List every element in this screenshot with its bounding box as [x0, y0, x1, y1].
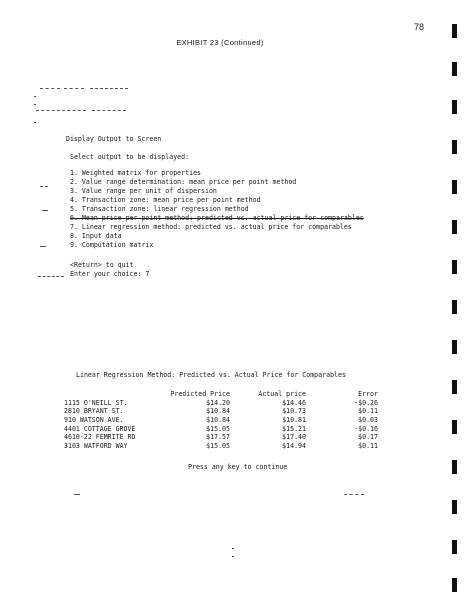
actual-cell: $14.46 — [282, 398, 306, 407]
predicted-cell: $10.84 — [206, 416, 230, 425]
screen-bottom-mark — [74, 494, 80, 495]
binder-edge-mark — [452, 420, 457, 434]
binder-edge-mark — [452, 340, 457, 354]
scan-speck — [34, 104, 36, 105]
actual-cell: $10.81 — [282, 416, 306, 425]
actual-cell: $14.94 — [282, 441, 306, 450]
menu-option-7[interactable]: 7. Linear regression method: predicted vs. actual price for comparables — [70, 223, 352, 231]
error-cell: -$0.26 — [354, 398, 378, 407]
error-cell: $0.17 — [358, 433, 378, 442]
predicted-cell: $14.20 — [206, 398, 230, 407]
actual-cell: $17.40 — [282, 433, 306, 442]
menu-option-8[interactable]: 8. Input data — [70, 232, 122, 240]
menu-option-1[interactable]: 1. Weighted matrix for properties — [70, 169, 202, 177]
error-cell: -$0.16 — [354, 424, 378, 433]
property-cell: 3103 WATFORD WAY — [64, 441, 128, 450]
screen-remnant-line — [92, 110, 126, 111]
continue-prompt[interactable]: Press any key to continue — [188, 463, 288, 471]
left-margin-mark — [42, 210, 48, 211]
menu-option-4[interactable]: 4. Transaction zone: mean price per point method — [70, 196, 261, 204]
binder-edge-mark — [452, 220, 457, 234]
results-table — [64, 390, 378, 450]
left-margin-mark — [40, 246, 46, 247]
predicted-cell: $15.05 — [206, 424, 230, 433]
results-header-row — [64, 390, 378, 399]
error-cell: $0.11 — [358, 441, 378, 450]
screen-bottom-mark — [344, 494, 364, 495]
table-row — [64, 399, 378, 408]
binder-edge-mark — [452, 180, 457, 194]
menu-option-5[interactable]: 5. Transaction zone: linear regression method — [70, 205, 249, 213]
results-title: Linear Regression Method: Predicted vs. Actual Price for Comparables — [76, 371, 346, 379]
column-header-predicted: Predicted Price — [170, 390, 230, 399]
property-cell: 910 WATSON AVE. — [64, 416, 124, 425]
binder-edge-mark — [452, 578, 457, 592]
predicted-cell: $15.05 — [206, 441, 230, 450]
menu-option-3[interactable]: 3. Value range per unit of dispersion — [70, 187, 217, 195]
property-cell: 1115 O'NEILL ST. — [64, 398, 128, 407]
scan-speck — [34, 96, 36, 97]
column-header-actual: Actual price — [258, 390, 306, 399]
binder-edge-mark — [452, 380, 457, 394]
left-margin-mark — [38, 276, 64, 277]
binder-edge-mark — [452, 260, 457, 274]
exhibit-title: EXHIBIT 23 (Continued) — [176, 38, 264, 47]
error-cell: $0.03 — [358, 416, 378, 425]
menu-option-6[interactable]: 6. Mean price per point method: predicted vs. actual price for comparables — [70, 214, 364, 222]
error-cell: $0.11 — [358, 407, 378, 416]
table-row — [64, 407, 378, 416]
binder-edge-mark — [452, 500, 457, 514]
column-header-error: Error — [358, 390, 378, 399]
page-number: 78 — [414, 22, 425, 32]
actual-cell: $15.21 — [282, 424, 306, 433]
screen-remnant-line — [40, 88, 60, 89]
scan-speck — [232, 556, 234, 557]
predicted-cell: $10.84 — [206, 407, 230, 416]
quit-hint: <Return> to quit — [70, 261, 134, 269]
scan-speck — [34, 122, 36, 123]
actual-cell: $10.73 — [282, 407, 306, 416]
property-cell: 4401 COTTAGE GROVE — [64, 424, 136, 433]
table-row — [64, 442, 378, 451]
column-header-property — [64, 390, 158, 399]
property-cell: 4610-22 FEMRITE RD — [64, 433, 136, 442]
screen-remnant-line — [36, 110, 86, 111]
menu-option-2[interactable]: 2. Value range determination: mean price per point method — [70, 178, 297, 186]
property-cell: 2810 BRYANT ST. — [64, 407, 124, 416]
binder-edge-mark — [452, 460, 457, 474]
binder-edge-mark — [452, 24, 457, 38]
table-row — [64, 424, 378, 433]
menu-prompt: Select output to be displayed: — [70, 153, 190, 161]
binder-edge-mark — [452, 100, 457, 114]
left-margin-mark — [40, 186, 48, 187]
screen-remnant-line — [90, 88, 128, 89]
binder-edge-mark — [452, 300, 457, 314]
menu-option-9[interactable]: 9. Computation matrix — [70, 241, 154, 249]
choice-input[interactable]: Enter your choice: 7 — [70, 270, 150, 278]
table-row — [64, 416, 378, 425]
predicted-cell: $17.57 — [206, 433, 230, 442]
scan-speck — [232, 548, 234, 549]
screen-remnant-line — [64, 88, 84, 89]
menu-heading: Display Output to Screen — [66, 135, 162, 143]
binder-edge-mark — [452, 540, 457, 554]
binder-edge-mark — [452, 62, 457, 76]
table-row — [64, 433, 378, 442]
binder-edge-mark — [452, 140, 457, 154]
